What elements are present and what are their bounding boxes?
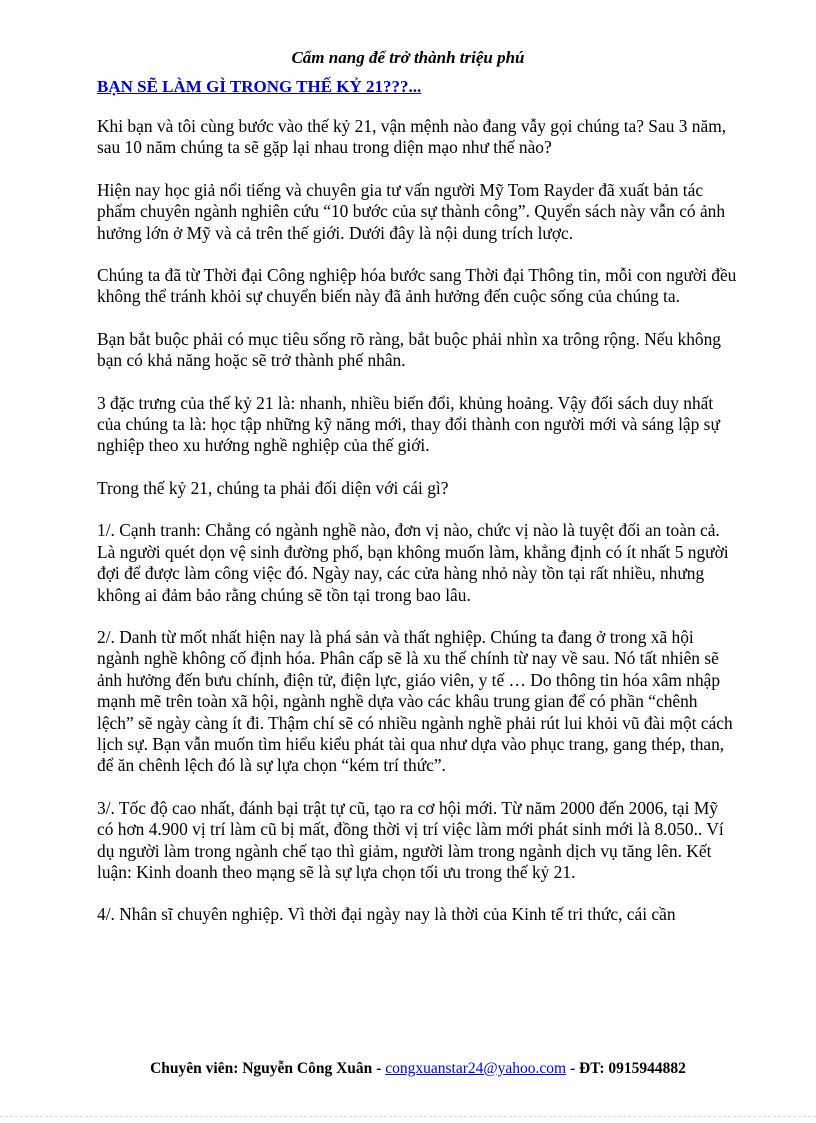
paragraph-information-age: Chúng ta đã từ Thời đại Công nghiệp hóa bước sang Thời đại Thông tin, mỗi con người đều không thể tránh khỏi sự chuyển biến này đã ảnh hưởng đến cuộc sống của chúng ta. [97, 265, 737, 307]
paragraph-question: Trong thế kỷ 21, chúng ta phải đối diện với cái gì? [97, 477, 449, 498]
footer-author: Chuyên viên: Nguyễn Công Xuân - [150, 1060, 386, 1077]
page-footer [0, 1060, 816, 1078]
document-title: BẠN SẼ LÀM GÌ TRONG THẾ KỶ 21???... [97, 77, 422, 96]
paragraph-tom-rayder: Hiện nay học giả nổi tiếng và chuyên gia tư vấn người Mỹ Tom Rayder đã xuất bản tác phẩm chuyên ngành nghiên cứu “10 bước của sự thành công”. Quyển sách này vẫn có ảnh hưởng lớn ở Mỹ và cả trên thế giới. Dưới đây là nội dung trích lược. [97, 179, 726, 243]
paragraph-goals: Bạn bắt buộc phải có mục tiêu sống rõ ràng, bắt buộc phải nhìn xa trông rộng. Nếu không bạn có khả năng hoặc sẽ trở thành phế nhân. [97, 328, 721, 371]
paragraph-point-1: 1/. Cạnh tranh: Chẳng có ngành nghề nào, đơn vị nào, chức vị nào là tuyệt đối an toàn cả. Là người quét dọn vệ sinh đường phố, bạn không muốn làm, khẳng định có ít nhất 5 người đợi để được làm công việc đó. Ngày nay, các cửa hàng nhỏ này tồn tại rất nhiều, nhưng không ai đảm bảo rằng chúng sẽ tồn tại trong bao lâu. [97, 520, 729, 605]
paragraph-characteristics: 3 đặc trưng của thế kỷ 21 là: nhanh, nhiều biến đổi, khủng hoảng. Vậy đối sách duy nhất của chúng ta là: học tập những kỹ năng mới, thay đổi thành con người mới và sáng lập sự nghiệp theo xu hướng nghề nghiệp của thế giới. [97, 392, 720, 456]
page-header: Cẩm nang để trở thành triệu phú [291, 48, 525, 67]
page-break-line [0, 1116, 816, 1117]
footer-phone: - ĐT: 0915944882 [566, 1060, 686, 1077]
footer-email-link[interactable]: congxuanstar24@yahoo.com [385, 1060, 567, 1077]
document-body [97, 116, 737, 947]
paragraph-intro: Khi bạn và tôi cùng bước vào thế kỷ 21, vận mệnh nào đang vẫy gọi chúng ta? Sau 3 năm, sau 10 năm chúng ta sẽ gặp lại nhau trong diện mạo như thế nào? [97, 116, 727, 158]
paragraph-point-3: 3/. Tốc độ cao nhất, đánh bại trật tự cũ, tạo ra cơ hội mới. Từ năm 2000 đến 2006, tại Mỹ có hơn 4.900 vị trí làm cũ bị mất, đồng thời vị trí việc làm mới phát sinh mới là 8.050.. Ví dụ người làm trong ngành chế tạo thì giảm, người làm trong ngành dịch vụ tăng lên. Kết luận: Kinh doanh theo mạng sẽ là sự lựa chọn tối ưu trong thế kỷ 21. [97, 797, 724, 882]
paragraph-point-4: 4/. Nhân sĩ chuyên nghiệp. Vì thời đại ngày nay là thời của Kinh tế tri thức, cái cần [97, 904, 676, 925]
paragraph-point-2: 2/. Danh từ mốt nhất hiện nay là phá sản và thất nghiệp. Chúng ta đang ở trong xã hội ngành nghề không cố định hóa. Phân cấp sẽ là xu thế chính từ nay về sau. Nó tất nhiên sẽ ảnh hưởng đến bưu chính, điện tử, điện lực, giáo viên, y tế … Do thông tin hóa xâm nhập mạnh mẽ trên toàn xã hội, ngành nghề dựa vào các khâu trung gian để có phần “chênh lệch” sẽ ngày càng ít đi. Thậm chí sẽ có nhiều ngành nghề phải rút lui khỏi vũ đài một cách lịch sự. Bạn vẫn muốn tìm hiểu kiểu phát tài qua như dựa vào phục trang, gang thép, than, để ăn chênh lệch đó là sự lựa chọn “kém trí thức”. [97, 626, 733, 776]
